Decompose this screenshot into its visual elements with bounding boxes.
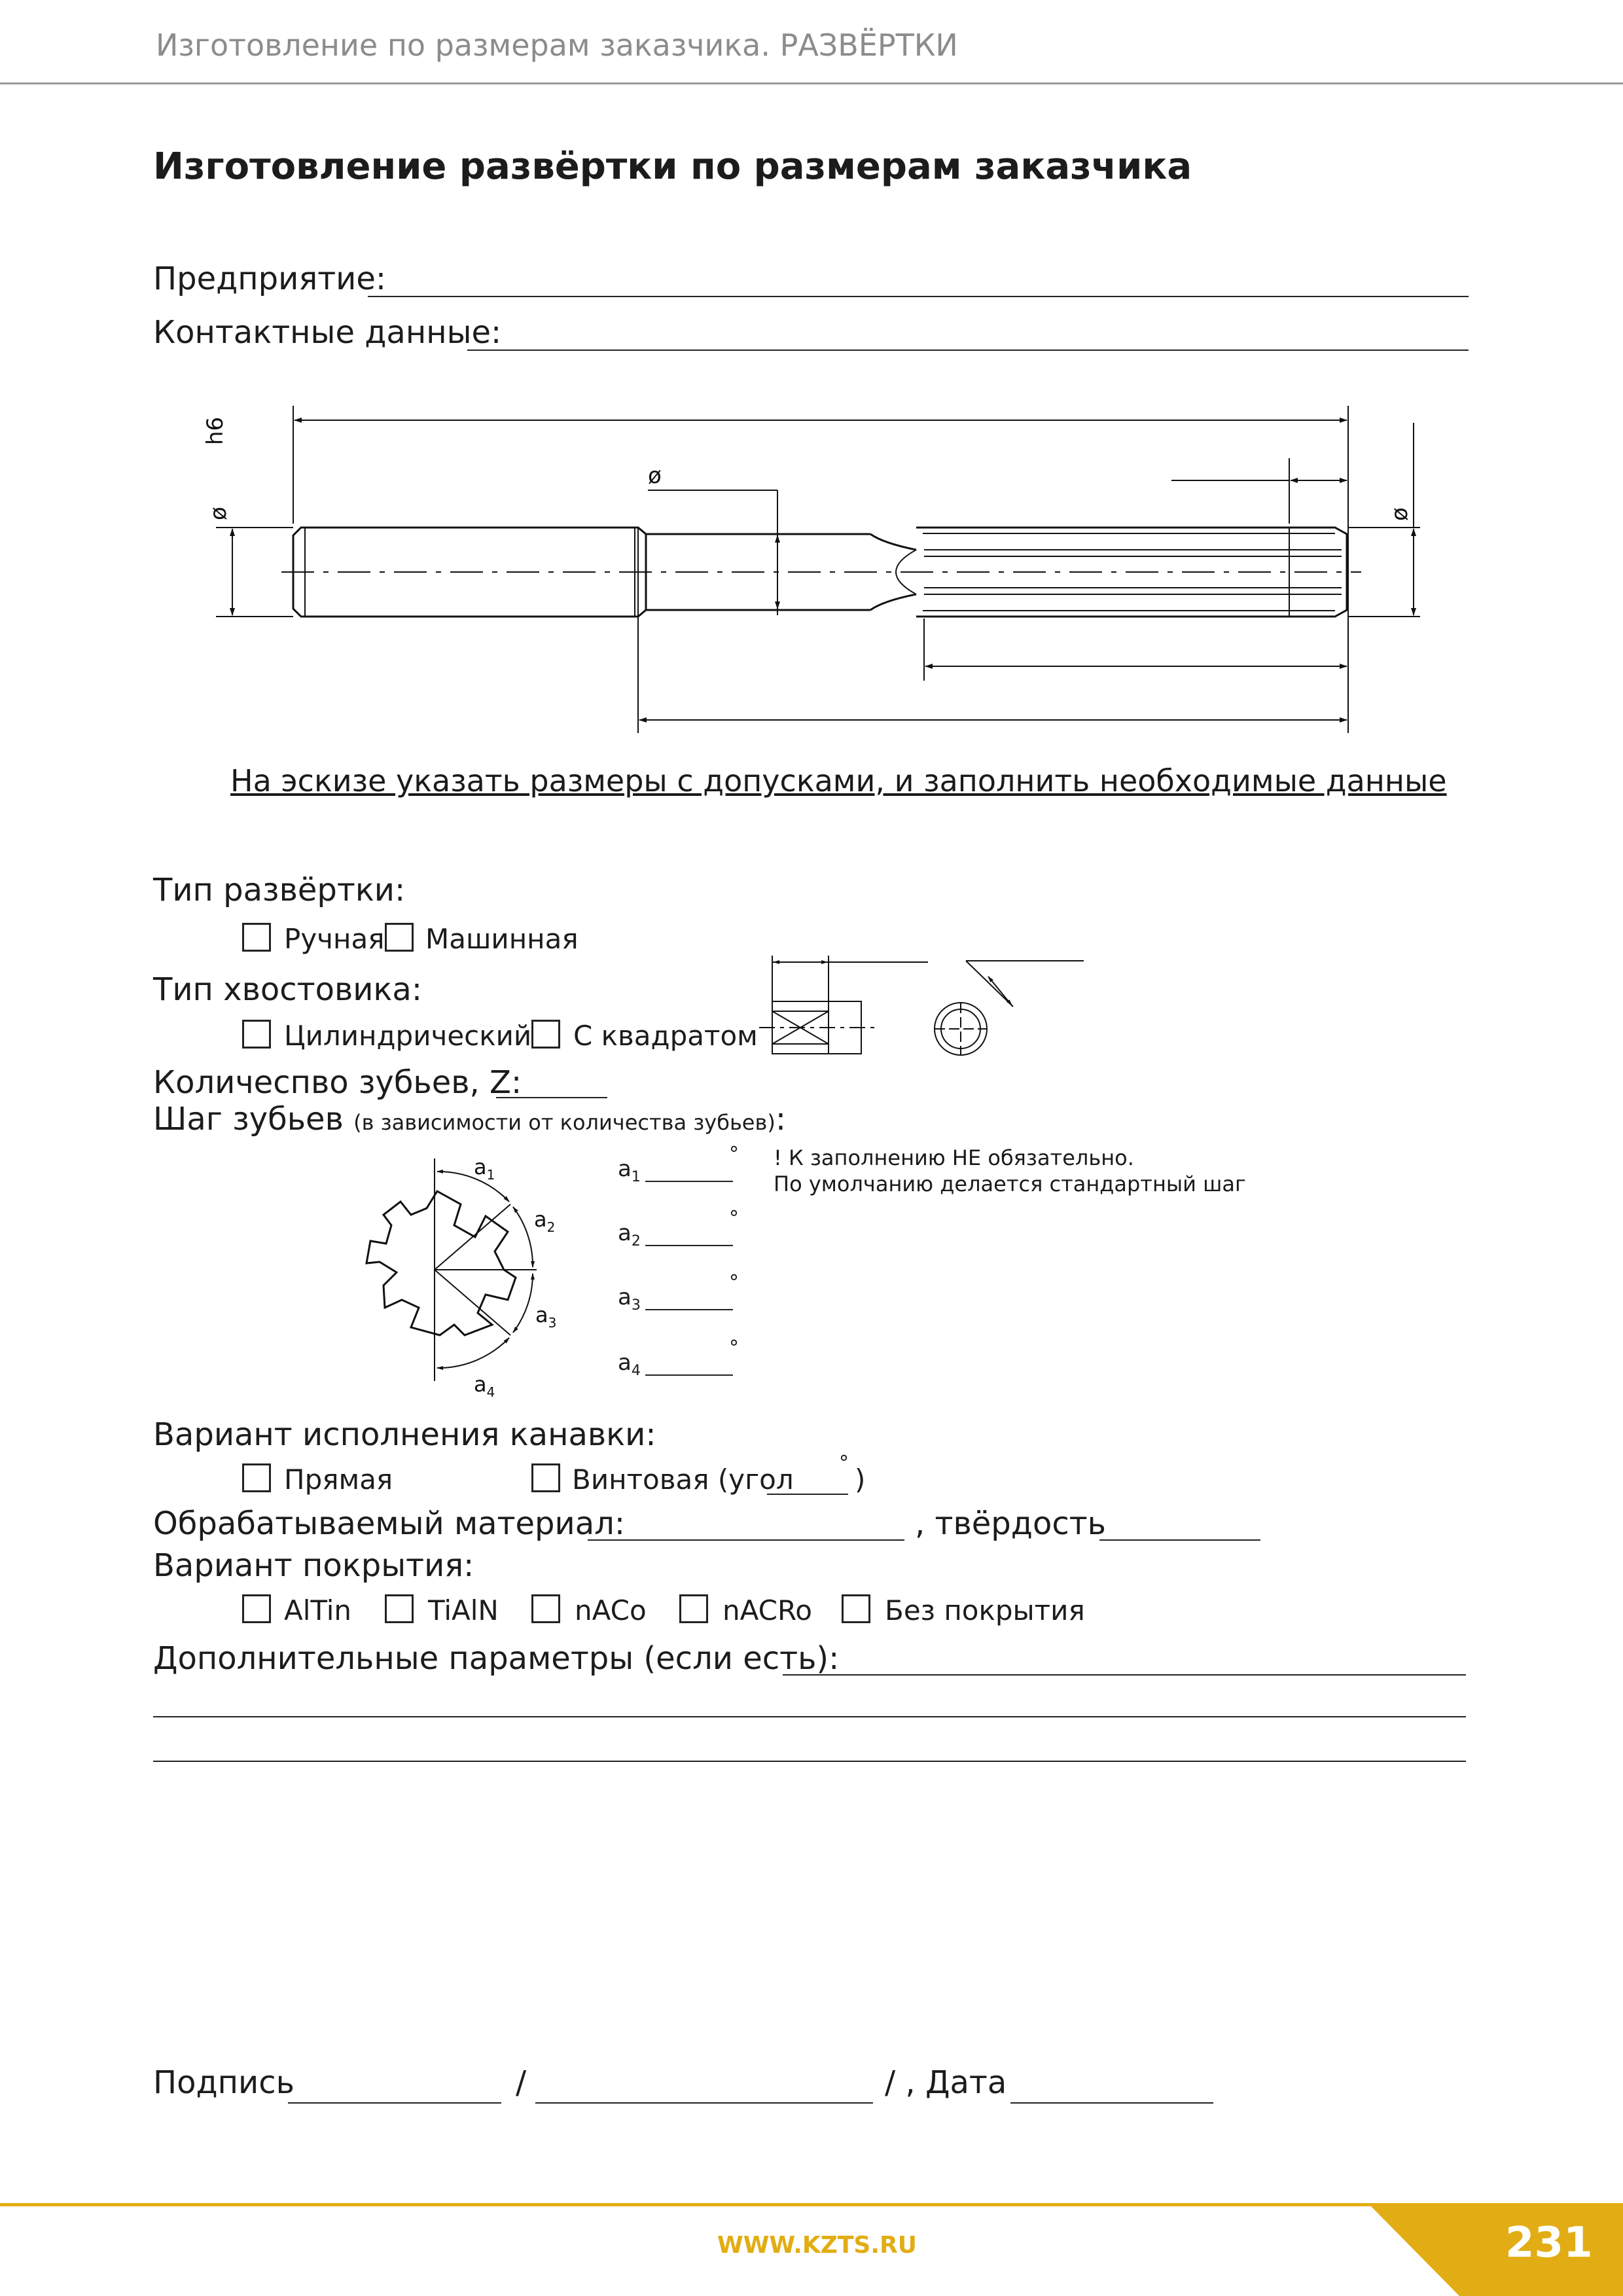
hardness-field[interactable]: [1099, 1539, 1260, 1541]
option-machine-label: Машинная: [425, 923, 579, 955]
signature-slash: /: [516, 2064, 527, 2101]
teeth-pitch-note: (в зависимости от количества зубьев): [353, 1110, 776, 1135]
pitch-a2-degree: °: [729, 1207, 739, 1230]
teeth-count-field[interactable]: [496, 1097, 607, 1098]
contacts-field[interactable]: [467, 350, 1469, 351]
teeth-pitch-colon: :: [775, 1101, 786, 1138]
option-helical-flute-label: Винтовая (угол: [572, 1463, 794, 1496]
teeth-pitch-label: Шаг зубьев: [153, 1101, 344, 1138]
extra-params-field-3[interactable]: [153, 1761, 1466, 1762]
tooth-pitch-sketch: [353, 1145, 602, 1407]
pitch-a3-degree: °: [729, 1271, 739, 1294]
sketch-angle-3-base: a: [535, 1302, 548, 1327]
sketch-angle-3-index: 3: [548, 1315, 557, 1331]
contacts-label: Контактные данные:: [153, 314, 502, 351]
hardness-label: , твёрдость: [915, 1505, 1106, 1542]
checkbox-machine[interactable]: [385, 923, 414, 952]
checkbox-coating-none[interactable]: [842, 1594, 870, 1623]
page-number: 231: [1505, 2219, 1593, 2267]
sketch-angle-4-base: a: [474, 1372, 487, 1397]
pitch-a2-label: $a_2$: [618, 1220, 641, 1249]
checkbox-helical-flute[interactable]: [531, 1463, 560, 1492]
sketch-angle-2-index: 2: [546, 1219, 556, 1235]
option-coating-altin-label: AlTin: [284, 1594, 352, 1626]
pitch-a3-label: $a_3$: [618, 1284, 641, 1314]
svg-text:a2: [534, 1207, 555, 1235]
sketch-instruction: На эскизе указать размеры с допусками, и заполнить необходимые данные: [230, 763, 1447, 798]
option-coating-none-label: Без покрытия: [885, 1594, 1085, 1626]
teeth-pitch-heading: [153, 1101, 786, 1138]
checkbox-coating-altin[interactable]: [242, 1594, 271, 1623]
option-straight-flute-label: Прямая: [284, 1463, 393, 1496]
material-field[interactable]: [588, 1539, 904, 1541]
date-field[interactable]: [1010, 2102, 1213, 2104]
option-coating-naco-label: nACo: [575, 1594, 647, 1626]
running-header: Изготовление по размерам заказчика. РАЗВЁРТКИ: [156, 27, 958, 63]
cutting-diameter-symbol: ø: [1387, 507, 1413, 521]
checkbox-square[interactable]: [531, 1020, 560, 1049]
pitch-note-optional: ! К заполнению НЕ обязательно.: [774, 1145, 1134, 1170]
reamer-type-label: Тип развёртки:: [153, 872, 406, 908]
sketch-angle-1-index: 1: [486, 1167, 495, 1183]
pitch-a2-field[interactable]: [645, 1245, 733, 1246]
material-label: Обрабатываемый материал:: [153, 1505, 625, 1542]
pitch-a4-degree: °: [729, 1336, 739, 1359]
svg-text:a4: [474, 1372, 495, 1400]
extra-params-field-1[interactable]: [783, 1674, 1466, 1676]
teeth-count-label: Количеспво зубьев, Z:: [153, 1064, 522, 1101]
sketch-angle-1-base: a: [474, 1155, 487, 1179]
extra-params-label: Дополнительные параметры (если есть):: [153, 1640, 840, 1677]
shank-type-label: Тип хвостовика:: [153, 971, 422, 1008]
pitch-note-default: По умолчанию делается стандартный шаг: [774, 1172, 1246, 1196]
checkbox-coating-naco[interactable]: [531, 1594, 560, 1623]
checkbox-straight-flute[interactable]: [242, 1463, 271, 1492]
option-manual-label: Ручная: [284, 923, 385, 955]
sketch-angle-2-base: a: [534, 1207, 547, 1232]
helix-angle-field[interactable]: [767, 1494, 848, 1495]
flute-label: Вариант исполнения канавки:: [153, 1416, 656, 1453]
company-field[interactable]: [368, 296, 1469, 297]
option-coating-nacro-label: nACRo: [722, 1594, 812, 1626]
checkbox-coating-tialn[interactable]: [385, 1594, 414, 1623]
pitch-a1-degree: °: [729, 1143, 739, 1166]
helix-angle-degree: °: [839, 1452, 849, 1475]
footer-website-link[interactable]: WWW.KZTS.RU: [717, 2232, 917, 2259]
reamer-sketch: [0, 386, 1623, 753]
square-shank-sketch: [759, 942, 1099, 1067]
svg-text:a1: [474, 1155, 495, 1183]
header-divider: [0, 82, 1623, 84]
pitch-a1-field[interactable]: [645, 1181, 733, 1182]
extra-params-field-2[interactable]: [153, 1716, 1466, 1717]
checkbox-coating-nacro[interactable]: [679, 1594, 708, 1623]
coating-label: Вариант покрытия:: [153, 1547, 474, 1584]
helix-angle-close-paren: ): [855, 1463, 866, 1496]
pitch-a4-label: $a_4$: [618, 1350, 641, 1379]
shank-diameter-symbol: ø: [205, 507, 232, 520]
pitch-a3-field[interactable]: [645, 1309, 733, 1310]
svg-text:a3: [535, 1302, 556, 1331]
sketch-angle-4-index: 4: [486, 1384, 495, 1400]
checkbox-manual[interactable]: [242, 923, 271, 952]
pitch-a4-field[interactable]: [645, 1374, 733, 1376]
pitch-a1-label: $a_1$: [618, 1156, 641, 1185]
checkbox-cylindrical[interactable]: [242, 1020, 271, 1049]
name-field[interactable]: [535, 2102, 873, 2104]
date-label: / , Дата: [885, 2064, 1007, 2101]
company-label: Предприятие:: [153, 260, 387, 297]
page-title: Изготовление развёртки по размерам заказчика: [153, 145, 1192, 188]
option-square-label: С квадратом: [573, 1020, 758, 1052]
option-coating-tialn-label: TiAlN: [428, 1594, 499, 1626]
neck-diameter-symbol: ø: [648, 463, 662, 489]
shank-tolerance-label: h6: [202, 416, 228, 445]
signature-label: Подпись: [153, 2064, 294, 2101]
option-cylindrical-label: Цилиндрический: [284, 1020, 532, 1052]
signature-field[interactable]: [288, 2102, 501, 2104]
